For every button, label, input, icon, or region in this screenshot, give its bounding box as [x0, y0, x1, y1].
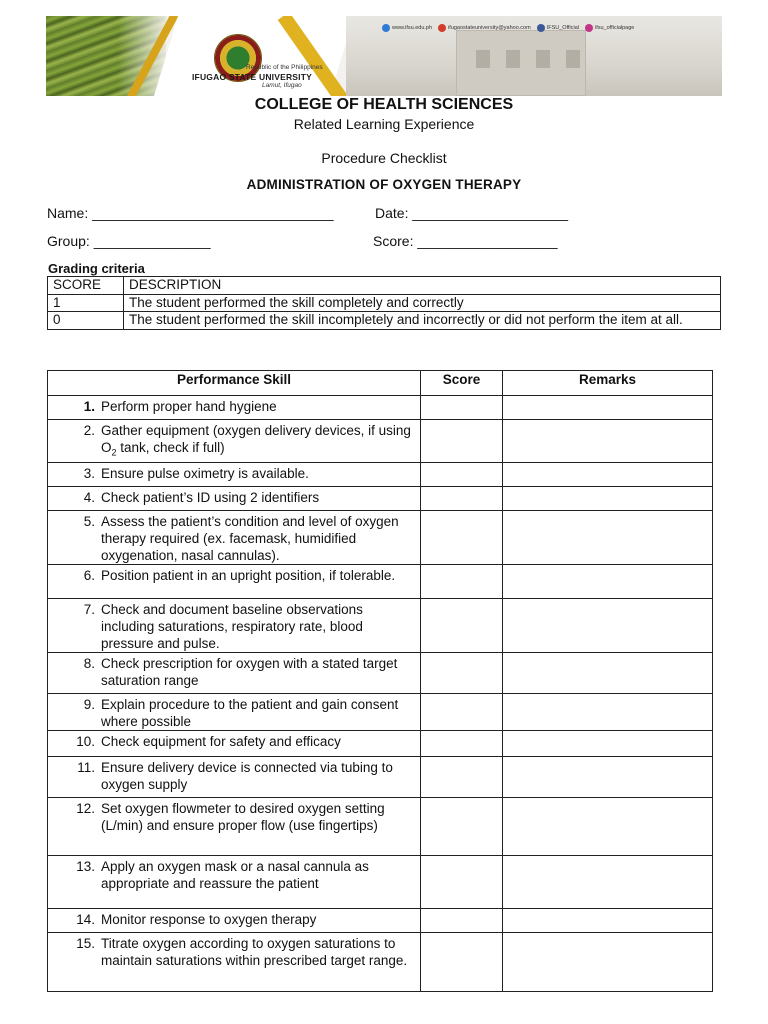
university-name: IFUGAO STATE UNIVERSITY — [192, 72, 312, 82]
score-cell[interactable] — [421, 797, 503, 855]
score-cell[interactable] — [421, 756, 503, 797]
skill-number: 1. — [83, 399, 95, 414]
university-location: Lamut, Ifugao — [262, 82, 302, 89]
table-row — [48, 797, 713, 855]
skill-number: 2. — [83, 423, 95, 438]
score-cell[interactable] — [421, 420, 503, 463]
mail-icon — [438, 24, 446, 32]
score-cell[interactable] — [421, 510, 503, 564]
table-row — [48, 652, 713, 693]
procedure-checklist-label: Procedure Checklist — [321, 150, 447, 166]
header-score: Score — [421, 371, 503, 396]
skill-cell — [48, 598, 421, 652]
skill-cell — [48, 932, 421, 991]
table-row — [48, 396, 713, 420]
contact-email[interactable]: ifugaostateuniversity@yahoo.com — [438, 24, 531, 32]
skill-number: 11. — [77, 759, 95, 775]
table-row — [48, 462, 713, 486]
table-row — [48, 932, 713, 991]
skill-number: 12. — [76, 800, 95, 816]
republic-text: Republic of the Philippines — [246, 64, 323, 71]
table-row — [48, 277, 721, 295]
skill-cell — [48, 855, 421, 908]
skill-text: Perform proper hand hygiene — [101, 399, 277, 414]
skill-cell — [48, 564, 421, 598]
skill-text: Monitor response to oxygen therapy — [101, 911, 317, 927]
table-row — [48, 756, 713, 797]
skill-number: 9. — [83, 696, 95, 712]
remarks-cell[interactable] — [503, 797, 713, 855]
skill-cell — [48, 797, 421, 855]
skill-text: Set oxygen flowmeter to desired oxygen setting (L/min) and ensure proper flow (use fingertips) — [101, 800, 385, 833]
skill-cell — [48, 462, 421, 486]
table-row — [48, 730, 713, 756]
score-cell[interactable] — [421, 693, 503, 730]
remarks-cell[interactable] — [503, 730, 713, 756]
criteria-description: The student performed the skill completely and correctly — [124, 294, 721, 312]
skill-cell — [48, 510, 421, 564]
skill-number: 7. — [83, 601, 95, 617]
name-field[interactable]: Name: _______________________________ — [47, 205, 334, 221]
remarks-cell[interactable] — [503, 693, 713, 730]
score-cell[interactable] — [421, 932, 503, 991]
skill-number: 6. — [83, 567, 95, 583]
skill-number: 15. — [76, 935, 95, 951]
remarks-cell[interactable] — [503, 932, 713, 991]
skill-text: Ensure delivery device is connected via tubing to oxygen supply — [101, 759, 393, 792]
header-remarks: Remarks — [503, 371, 713, 396]
grading-criteria-table — [47, 276, 721, 330]
skill-text: Gather equipment (oxygen delivery devices, if using $O_2$ tank, check if full) — [101, 423, 411, 458]
skill-cell — [48, 652, 421, 693]
remarks-cell[interactable] — [503, 462, 713, 486]
score-cell[interactable] — [421, 730, 503, 756]
table-row — [48, 598, 713, 652]
criteria-header-score: SCORE — [48, 277, 124, 295]
table-row — [48, 486, 713, 510]
remarks-cell[interactable] — [503, 855, 713, 908]
skill-cell — [48, 396, 421, 420]
remarks-cell[interactable] — [503, 396, 713, 420]
score-cell[interactable] — [421, 855, 503, 908]
skill-cell — [48, 486, 421, 510]
subtitle: Related Learning Experience — [293, 116, 475, 132]
score-cell[interactable] — [421, 396, 503, 420]
skill-text: Assess the patient’s condition and level of oxygen therapy required (ex. facemask, humidified oxygenation, nasal cannulas). — [101, 513, 399, 563]
remarks-cell[interactable] — [503, 486, 713, 510]
remarks-cell[interactable] — [503, 652, 713, 693]
criteria-description: The student performed the skill incompletely and incorrectly or did not perform the item at all. — [124, 312, 721, 330]
skill-text: Titrate oxygen according to oxygen saturations to maintain saturations within prescribed target range. — [101, 935, 408, 968]
facebook-icon — [537, 24, 545, 32]
remarks-cell[interactable] — [503, 510, 713, 564]
performance-skills-table — [47, 370, 713, 992]
table-row — [48, 510, 713, 564]
table-header-row — [48, 371, 713, 396]
date-field[interactable]: Date: ____________________ — [375, 205, 569, 221]
globe-icon — [382, 24, 390, 32]
skill-number: 13. — [76, 858, 95, 874]
skill-cell — [48, 693, 421, 730]
skill-text: Apply an oxygen mask or a nasal cannula as appropriate and reassure the patient — [101, 858, 369, 891]
criteria-header-description: DESCRIPTION — [124, 277, 721, 295]
skill-text: Check and document baseline observations including saturations, respiratory rate, blood pressure and pulse. — [101, 601, 363, 651]
contact-list — [382, 24, 634, 32]
skill-cell — [48, 756, 421, 797]
score-cell[interactable] — [421, 486, 503, 510]
criteria-score: 1 — [48, 294, 124, 312]
contact-instagram[interactable]: ifsu_officialpage — [585, 24, 634, 32]
skill-text: Check patient’s ID using 2 identifiers — [101, 489, 320, 505]
remarks-cell[interactable] — [503, 598, 713, 652]
score-cell[interactable] — [421, 652, 503, 693]
skill-text: Position patient in an upright position, if tolerable. — [101, 567, 396, 583]
skill-number: 5. — [83, 513, 95, 529]
skill-text: Check equipment for safety and efficacy — [101, 733, 341, 749]
instagram-icon — [585, 24, 593, 32]
table-row — [48, 294, 721, 312]
skill-cell — [48, 908, 421, 932]
skill-text: Explain procedure to the patient and gain consent where possible — [101, 696, 399, 729]
header-banner — [46, 16, 722, 96]
contact-website[interactable]: www.ifsu.edu.ph — [382, 24, 432, 32]
table-row — [48, 908, 713, 932]
remarks-cell[interactable] — [503, 756, 713, 797]
score-field[interactable]: Score: __________________ — [373, 233, 558, 249]
score-cell[interactable] — [421, 908, 503, 932]
skill-cell — [48, 420, 421, 463]
table-row — [48, 312, 721, 330]
grading-criteria-label: Grading criteria — [48, 261, 145, 276]
skill-cell — [48, 730, 421, 756]
score-cell[interactable] — [421, 598, 503, 652]
skill-number: 8. — [83, 655, 95, 671]
criteria-score: 0 — [48, 312, 124, 330]
remarks-cell[interactable] — [503, 908, 713, 932]
table-row — [48, 855, 713, 908]
score-cell[interactable] — [421, 564, 503, 598]
header-performance-skill: Performance Skill — [48, 371, 421, 396]
table-row — [48, 693, 713, 730]
skill-number: 14. — [76, 911, 95, 927]
skill-text: Ensure pulse oximetry is available. — [101, 465, 309, 481]
table-row — [48, 420, 713, 463]
remarks-cell[interactable] — [503, 564, 713, 598]
score-cell[interactable] — [421, 462, 503, 486]
contact-facebook[interactable]: IFSU_Official — [537, 24, 579, 32]
table-row — [48, 564, 713, 598]
skill-number: 3. — [83, 465, 95, 481]
procedure-title: ADMINISTRATION OF OXYGEN THERAPY — [246, 177, 522, 192]
skill-number: 4. — [83, 489, 95, 505]
college-title: COLLEGE OF HEALTH SCIENCES — [254, 96, 514, 113]
skill-number: 10. — [76, 733, 95, 749]
remarks-cell[interactable] — [503, 420, 713, 463]
skill-text: Check prescription for oxygen with a stated target saturation range — [101, 655, 398, 688]
group-field[interactable]: Group: _______________ — [47, 233, 211, 249]
